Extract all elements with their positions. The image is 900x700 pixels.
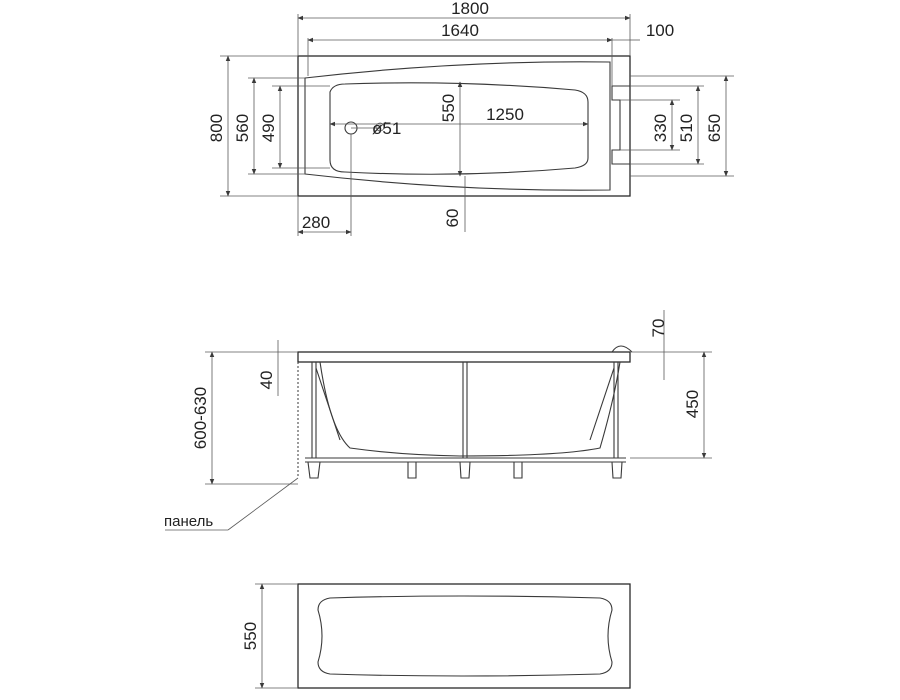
side-rim: [298, 352, 630, 362]
side-bowl: [320, 362, 620, 456]
dim-550-top: 550: [439, 93, 458, 123]
dim-560: 560: [233, 113, 252, 143]
feet: [308, 462, 622, 478]
dim-330: 330: [651, 113, 670, 143]
dim-280: 280: [301, 213, 331, 232]
top-view: [207, 0, 734, 236]
dim-70: 70: [649, 318, 668, 338]
dim-800: 800: [207, 113, 226, 143]
support-legs: [312, 362, 618, 458]
dim-450: 450: [683, 389, 702, 419]
dim-600-630: 600-630: [191, 386, 210, 450]
dim-1640: 1640: [441, 21, 479, 40]
dim-490: 490: [259, 113, 278, 143]
dim-1250: 1250: [486, 105, 524, 124]
dim-drain: ø51: [372, 119, 402, 138]
side-view: [164, 310, 712, 530]
front-outline: [298, 584, 630, 688]
tub-outline: [298, 56, 630, 196]
dim-550-front: 550: [241, 621, 260, 651]
front-view: [241, 584, 630, 688]
dim-40: 40: [257, 370, 276, 390]
dim-60: 60: [443, 208, 462, 228]
dim-100: 100: [645, 21, 675, 40]
dim-650: 650: [705, 113, 724, 143]
dim-1800: 1800: [451, 0, 489, 18]
dim-510: 510: [677, 113, 696, 143]
panel-label: панель: [164, 513, 214, 530]
